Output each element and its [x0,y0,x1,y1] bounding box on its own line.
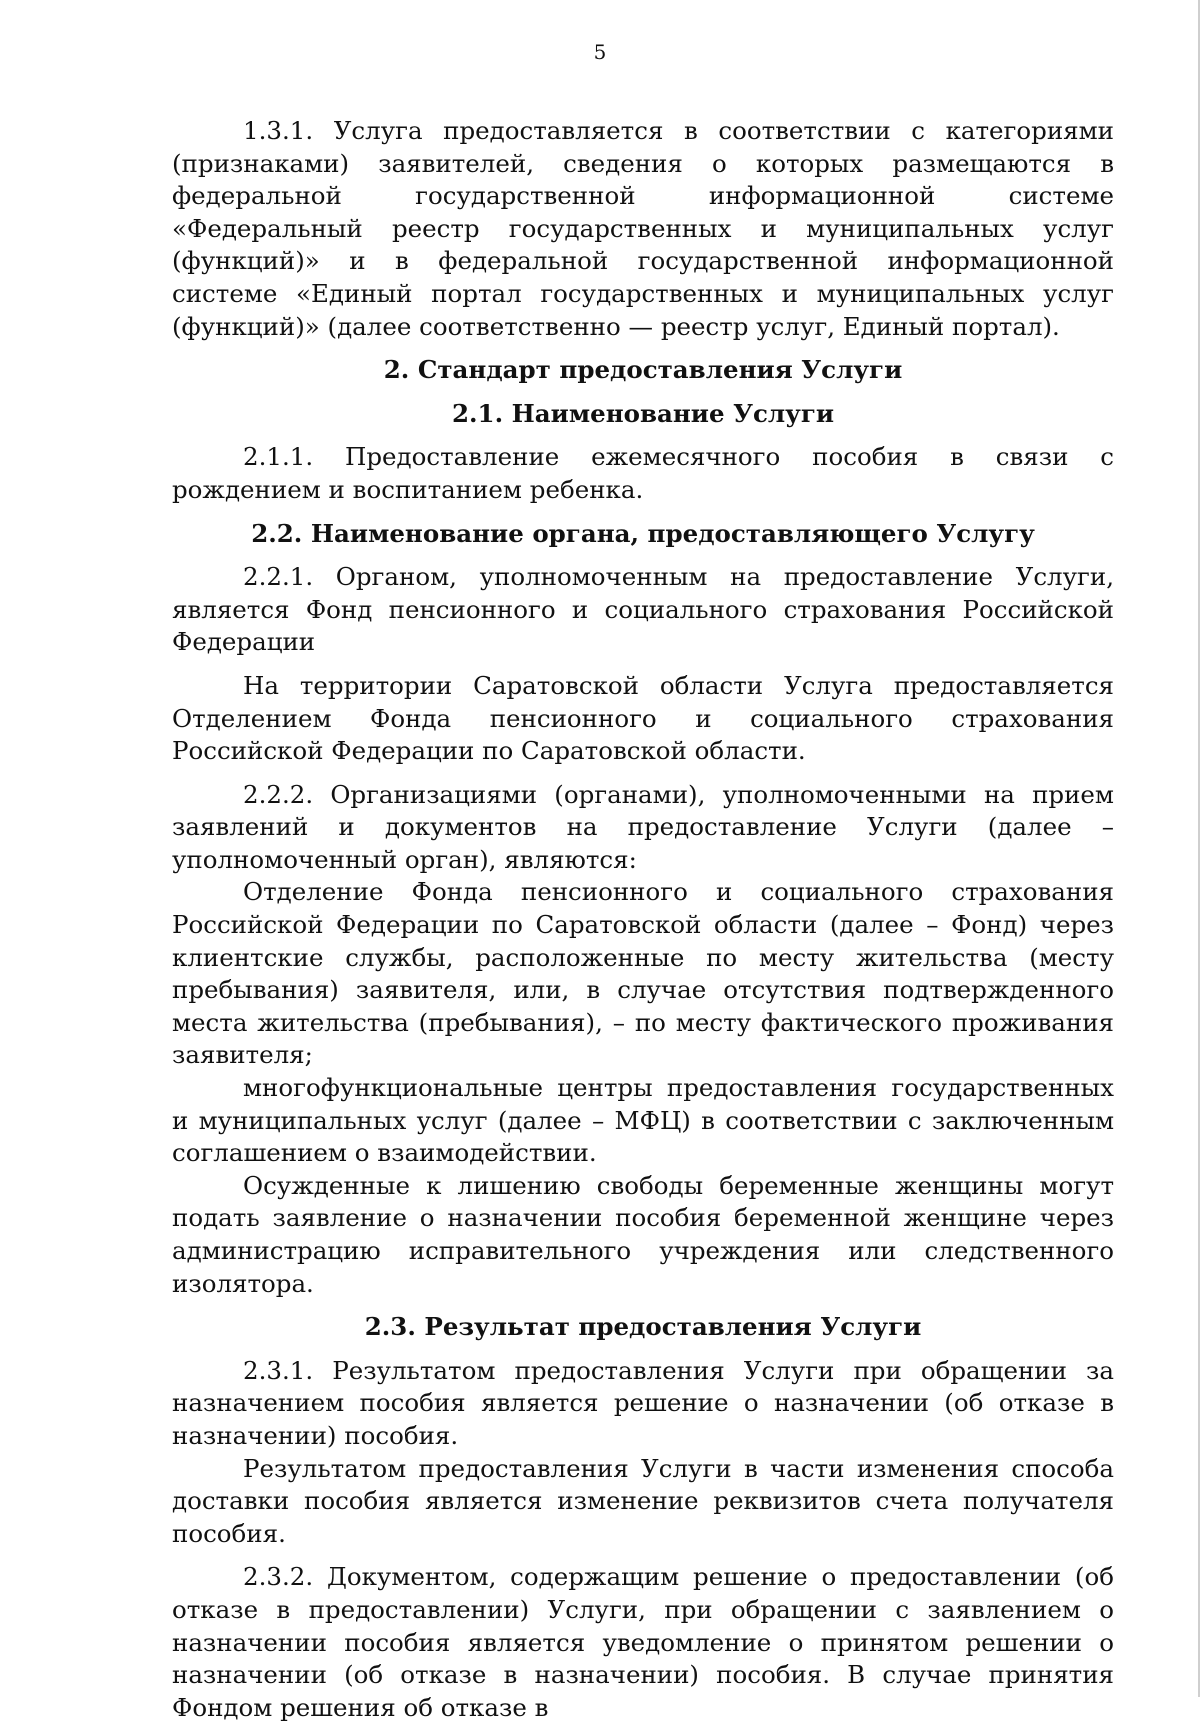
paragraph-saratov-territory: На территории Саратовской области Услуга предоставляется Отделением Фонда пенсионного и социального страхования Российской Федерации по Саратовской области. [172,670,1114,766]
paragraph-mfc: многофункциональные центры предоставления государственных и муниципальных услуг (далее – МФЦ) в соответствии с заключенным соглашением о взаимодействии. [172,1073,1114,1168]
paragraph-2-2-1: 2.2.1. Органом, уполномоченным на предоставление Услуги, является Фонд пенсионного и социального страхования Российской Федерации [172,562,1114,657]
paragraph-2-3-1: 2.3.1. Результатом предоставления Услуги при обращении за назначением пособия является решение о назначении (об отказе в назначении) пособия. [172,1355,1114,1450]
paragraph-2-3-2: 2.3.2. Документом, содержащим решение о предоставлении (об отказе в предоставлении) Услуги, при обращении с заявлением о назначении пособия является уведомление о принятом решении о назначении (об отказе в назначении) пособия. В случае принятия Фондом решения об отказе в [172,1562,1114,1722]
document-body [172,115,1114,1724]
paragraph-1-3-1: 1.3.1. Услуга предоставляется в соответствии с категориями (признаками) заявителей, сведения о которых размещаются в федеральной государственной информационной системе «Федеральный реестр государственных и муниципальных услуг (функций)» и в федеральной государственной информационной системе «Единый портал государственных и муниципальных услуг (функций)» (далее соответственно — реестр услуг, Единый портал). [172,116,1114,341]
paragraph-delivery-change: Результатом предоставления Услуги в части изменения способа доставки пособия является изменение реквизитов счета получателя пособия. [172,1453,1114,1548]
paragraph-2-1-1: 2.1.1. Предоставление ежемесячного пособия в связи с рождением и воспитанием ребенка. [172,442,1114,504]
subsection-heading-2-3: 2.3. Результат предоставления Услуги [364,1312,922,1342]
paragraph-fund-branch: Отделение Фонда пенсионного и социального страхования Российской Федерации по Саратовской области (далее – Фонд) через клиентские службы, расположенные по месту жительства (месту пребывания) заявителя, или, в случае отсутствия подтвержденного места жительства (пребывания), – по месту фактического проживания заявителя; [172,877,1114,1070]
paragraph-convicted-women: Осужденные к лишению свободы беременные женщины могут подать заявление о назначении пособия беременной женщине через администрацию исправительного учреждения или следственного изолятора. [172,1170,1114,1298]
subsection-heading-2-2: 2.2. Наименование органа, предоставляющего Услугу [251,518,1035,548]
subsection-heading-2-1: 2.1. Наименование Услуги [451,398,835,428]
paragraph-2-2-2: 2.2.2. Организациями (органами), уполномоченными на прием заявлений и документов на предоставление Услуги (далее – уполномоченный орган), являются: [172,779,1114,874]
page-number: 5 [593,40,607,64]
section-heading-2: 2. Стандарт предоставления Услуги [383,355,903,385]
